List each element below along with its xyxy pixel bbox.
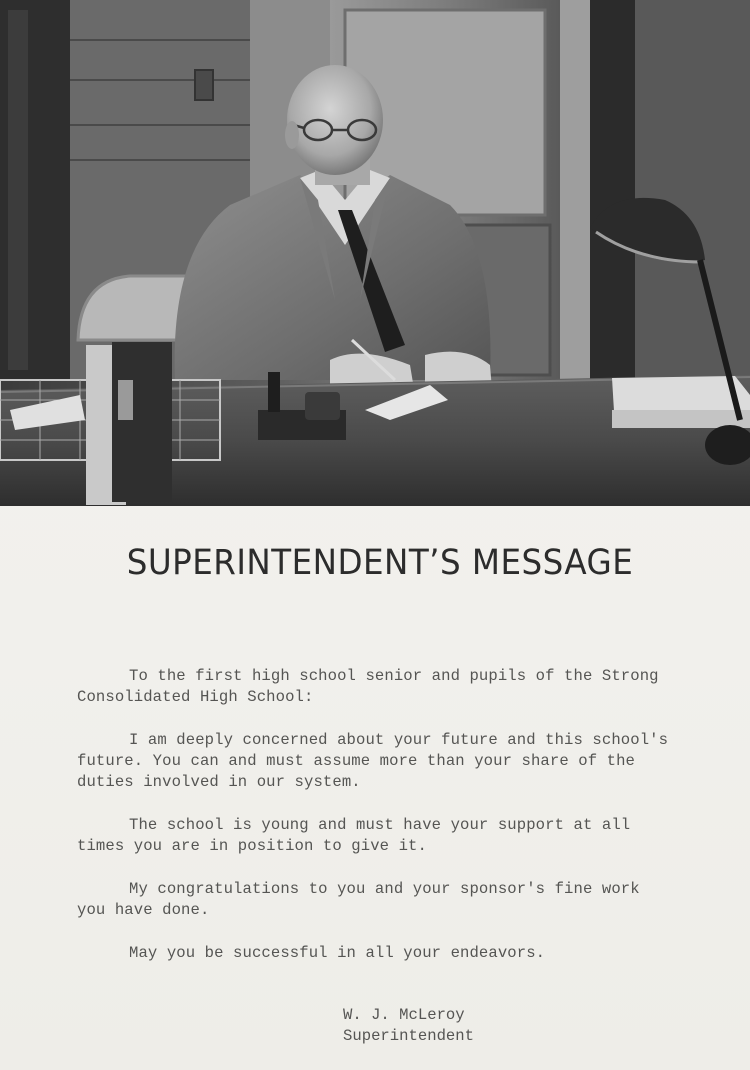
letter-paragraph: The school is young and must have your support at all times you are in position to give it. (77, 816, 631, 855)
letter-paragraph: My congratulations to you and your sponsor's fine work you have done. (77, 880, 640, 919)
letter-paragraph: I am deeply concerned about your future and this school's future. You can and must assume more than your share of the duties involved in our system. (77, 731, 669, 791)
signature-title: Superintendent (343, 1027, 475, 1045)
letter-paragraph: May you be successful in all your endeavors. (129, 944, 546, 962)
page-title: SUPERINTENDENT’S MESSAGE (126, 543, 634, 583)
letter-body (77, 666, 677, 986)
signature-name: W. J. McLeroy (343, 1006, 465, 1024)
letter-paragraph: To the first high school senior and pupils of the Strong Consolidated High School: (77, 667, 659, 706)
signature-block (343, 1005, 474, 1047)
superintendent-photo (0, 0, 750, 506)
